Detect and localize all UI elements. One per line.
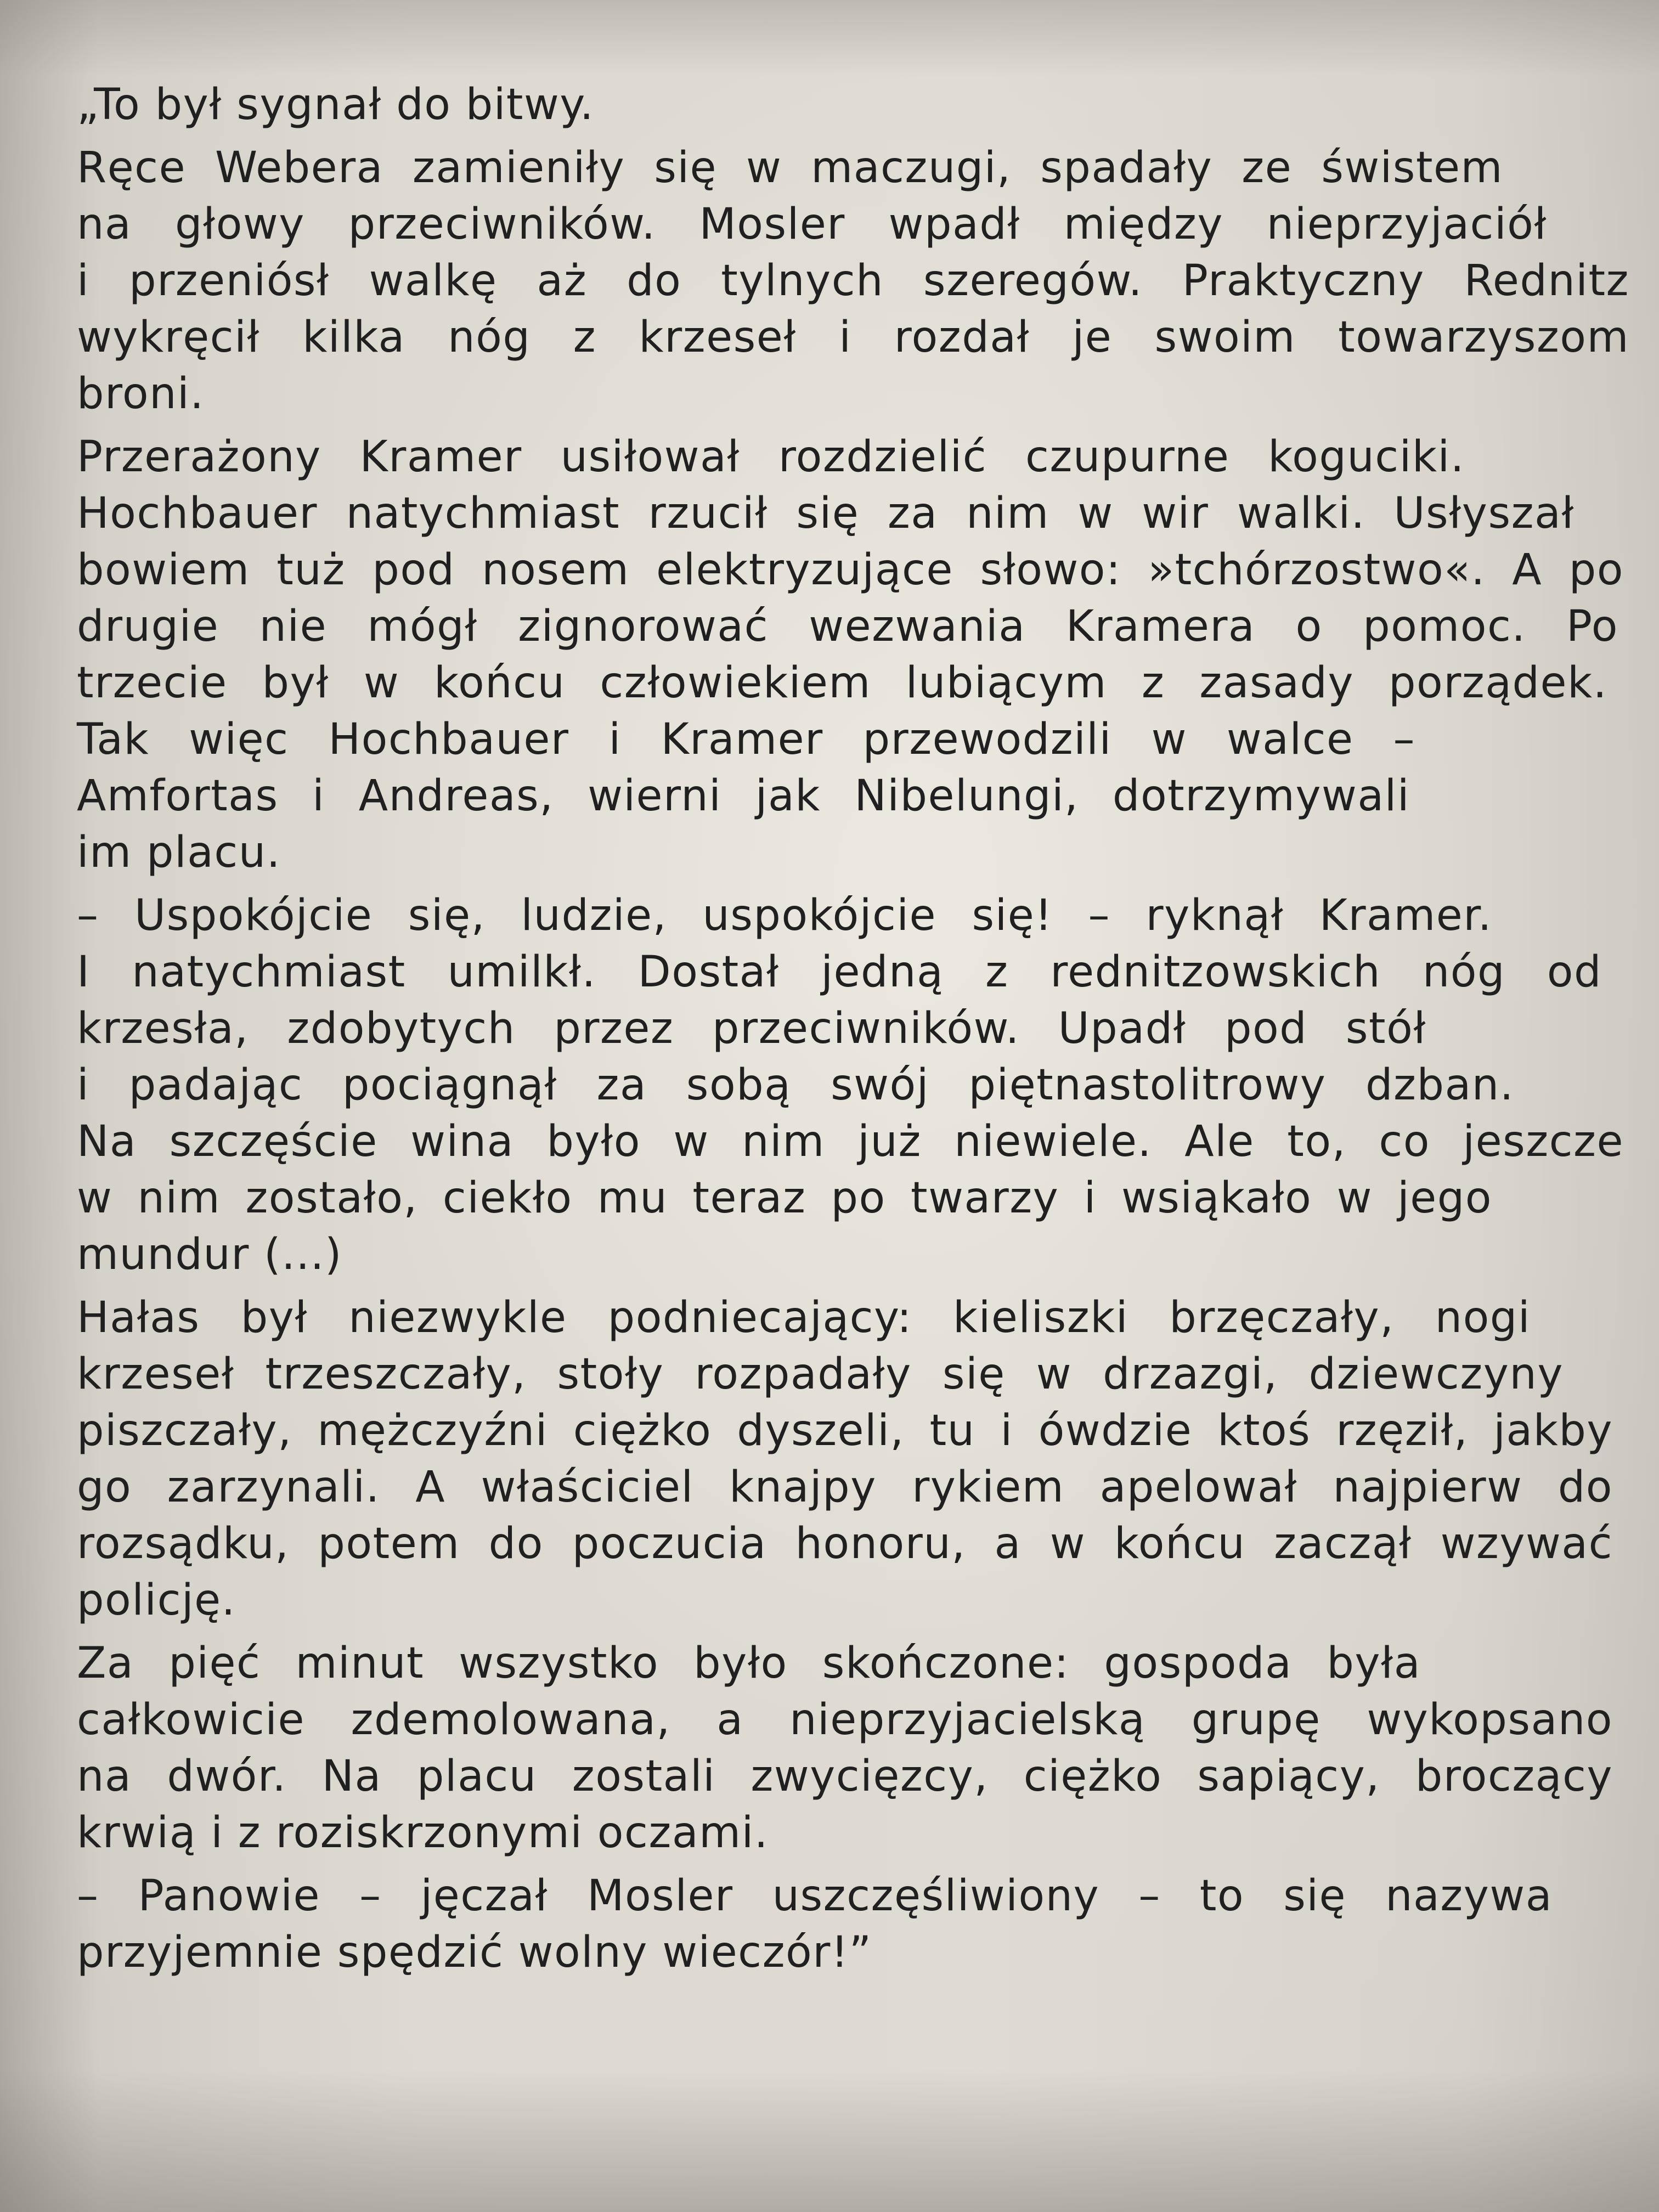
text-line: krzeseł trzeszczały, stoły rozpadały się w drzazgi, dziewczyny (77, 1350, 1564, 1399)
text-line: im placu. (77, 828, 281, 877)
paragraph-7 (77, 1868, 1646, 1981)
paragraph-4 (77, 888, 1646, 1283)
paragraph-6 (77, 1635, 1646, 1861)
text-line: w nim zostało, ciekło mu teraz po twarzy i wsiąkało w jego (77, 1173, 1492, 1223)
text-line: rozsądku, potem do poczucia honoru, a w końcu zaczął wzywać (77, 1519, 1613, 1568)
paragraph-1 (77, 77, 1646, 133)
text-line: wykręcił kilka nóg z krzeseł i rozdał je swoim towarzyszom (77, 313, 1629, 362)
paragraph-5 (77, 1290, 1646, 1629)
text-line: Na szczęście wina było w nim już niewiele. Ale to, co jeszcze (77, 1117, 1624, 1166)
text-line: na głowy przeciwników. Mosler wpadł między nieprzyjaciół (77, 200, 1547, 249)
paragraph-3 (77, 429, 1646, 881)
text-line: „To był sygnał do bitwy. (77, 80, 595, 129)
text-line: krzesła, zdobytych przez przeciwników. Upadł pod stół (77, 1004, 1426, 1053)
page-shadow-bottom (0, 2069, 1659, 2212)
text-line: policję. (77, 1576, 236, 1625)
text-line: Tak więc Hochbauer i Kramer przewodzili w walce – (77, 715, 1415, 764)
text-line: Ręce Webera zamieniły się w maczugi, spadały ze świstem (77, 143, 1503, 193)
text-line: go zarzynali. A właściciel knajpy rykiem apelował najpierw do (77, 1463, 1613, 1512)
text-line: na dwór. Na placu zostali zwycięzcy, ciężko sapiący, broczący (77, 1752, 1613, 1801)
page-shadow-top (0, 0, 1659, 77)
text-line: i przeniósł walkę aż do tylnych szeregów. Praktyczny Rednitz (77, 256, 1629, 306)
text-line: Hochbauer natychmiast rzucił się za nim w wir walki. Usłyszał (77, 489, 1575, 538)
text-line: trzecie był w końcu człowiekiem lubiącym z zasady porządek. (77, 658, 1607, 708)
text-line: – Panowie – jęczał Mosler uszczęśliwiony – to się nazywa (77, 1871, 1553, 1921)
text-line: mundur (...) (77, 1230, 342, 1279)
text-line: Przerażony Kramer usiłował rozdzielić czupurne koguciki. (77, 432, 1465, 482)
paragraph-2 (77, 140, 1646, 422)
text-line: piszczały, mężczyźni ciężko dyszeli, tu i ówdzie ktoś rzęził, jakby (77, 1406, 1613, 1455)
text-line: Za pięć minut wszystko było skończone: gospoda była (77, 1639, 1421, 1688)
text-line: całkowicie zdemolowana, a nieprzyjacielską grupę wykopsano (77, 1695, 1613, 1745)
text-line: drugie nie mógł zignorować wezwania Kramera o pomoc. Po (77, 602, 1618, 651)
text-line: Hałas był niezwykle podniecający: kieliszki brzęczały, nogi (77, 1293, 1531, 1342)
text-line: krwią i z roziskrzonymi oczami. (77, 1808, 769, 1858)
page-text (77, 77, 1646, 1988)
text-line: broni. (77, 369, 205, 419)
text-line: bowiem tuż pod nosem elektryzujące słowo: »tchórzostwo«. A po (77, 545, 1624, 595)
text-line: Amfortas i Andreas, wierni jak Nibelungi, dotrzymywali (77, 771, 1410, 821)
text-line: przyjemnie spędzić wolny wieczór!” (77, 1928, 872, 1977)
text-line: – Uspokójcie się, ludzie, uspokójcie się! – ryknął Kramer. (77, 891, 1492, 940)
text-line: i padając pociągnął za sobą swój piętnastolitrowy dzban. (77, 1060, 1514, 1110)
text-line: I natychmiast umilkł. Dostał jedną z rednitzowskich nóg od (77, 947, 1602, 997)
